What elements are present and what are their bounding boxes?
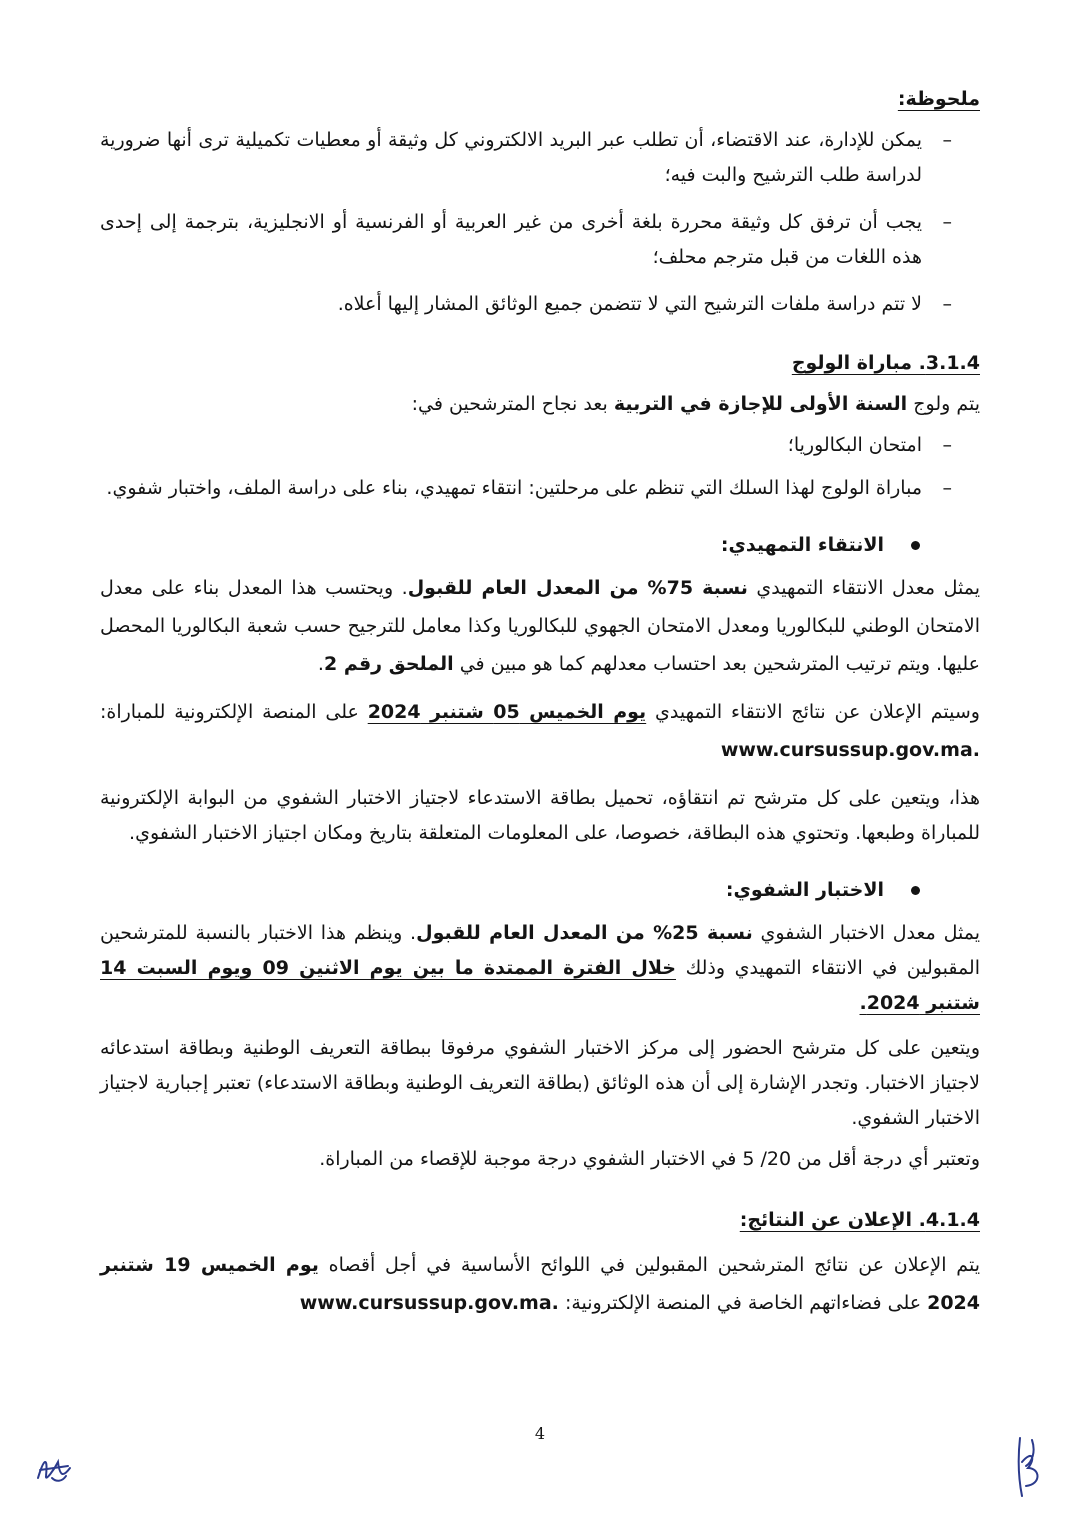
section-access-title: 3.1.4. مباراة الولوج <box>791 352 980 374</box>
note-item: – لا تتم دراسة ملفات الترشيح التي لا تتضمن جميع الوثائق المشار إليها أعلاه. <box>100 287 980 322</box>
access-item: – امتحان البكالوريا؛ <box>100 428 980 463</box>
text-bold: نسبة 75% من المعدل العام للقبول <box>407 577 748 599</box>
access-list <box>100 428 980 506</box>
text: وسيتم الإعلان عن نتائج الانتقاء التمهيدي <box>646 701 980 723</box>
oral-attendance <box>100 1031 980 1136</box>
access-item: – مباراة الولوج لهذا السلك التي تنظم على مرحلتين: انتقاء تمهيدي، بناء على دراسة الملف، واختبار شفوي. <box>100 471 980 506</box>
text: . <box>317 653 324 675</box>
period-bold: خلال الفترة الممتدة ما بين يوم الاثنين 09 ويوم السبت 14 شتنبر 2024. <box>100 957 980 1014</box>
page-number: 4 <box>534 1424 546 1443</box>
platform-link[interactable]: www.cursussup.gov.ma. <box>720 739 980 761</box>
intro-text: يتم ولوج <box>907 393 980 415</box>
intro-bold: السنة الأولى للإجازة في التربية <box>613 393 908 415</box>
bullet-icon <box>911 541 920 550</box>
text: على فضاءاتهم الخاصة في المنصة الإلكترونية: <box>558 1292 928 1314</box>
note-item: – يجب أن ترفق كل وثيقة محررة بلغة أخرى من غير العربية أو الفرنسية أو الانجليزية، بترجمة إلى إحدى هذه اللغات من قبل مترجم محلف؛ <box>100 205 980 275</box>
initials-signature-right <box>1006 1432 1054 1502</box>
date-bold: يوم الخميس 19 شتنبر 2024 <box>100 1254 980 1314</box>
preselection-paragraph <box>100 569 980 683</box>
text: هذا، ويتعين على كل مترشح تم انتقاؤه، تحميل بطاقة الاستدعاء لاجتياز الاختبار الشفوي من البوابة الإلكترونية للمباراة وطبعها. وتحتوي هذه البطاقة، خصوصا، على المعلومات المتعلقة بتاريخ ومكان اجتياز الاختبار الشفوي. <box>100 787 980 844</box>
section-access-intro <box>100 387 980 422</box>
text: . ويحتسب هذا المعدل بناء على معدل الامتحان الوطني للبكالوريا ومعدل الامتحان الجهوي للبكالوريا وكذا معامل للترجيح حسب شعبة البكالوريا المحصل عليها. ويتم ترتيب المترشحين بعد احتساب معدلهم كما هو مبين في <box>100 577 980 675</box>
text-bold: نسبة 25% من المعدل العام للقبول <box>416 922 753 944</box>
platform-link[interactable]: www.cursussup.gov.ma. <box>299 1292 559 1314</box>
initials-signature-left <box>30 1448 80 1488</box>
preselection-heading <box>100 528 980 563</box>
note-list <box>100 123 980 322</box>
annex-reference: الملحق رقم 2 <box>323 653 454 675</box>
document-page <box>100 82 980 1322</box>
results-title: 4.1.4. الإعلان عن النتائج: <box>739 1209 980 1231</box>
text: يتم الإعلان عن نتائج المترشحين المقبولين في اللوائح الأساسية في أجل أقصاه <box>318 1254 980 1276</box>
text: . وينظم هذا الاختبار بالنسبة للمترشحين المقبولين في الانتقاء التمهيدي وذلك <box>100 922 980 979</box>
preselection-convocation <box>100 781 980 851</box>
note-item: – يمكن للإدارة، عند الاقتضاء، أن تطلب عبر البريد الالكتروني كل وثيقة أو معطيات تكميلية ترى أنها ضرورية لدراسة طلب الترشيح والبت فيه؛ <box>100 123 980 193</box>
oral-heading <box>100 873 980 908</box>
text: وتعتبر أي درجة أقل من 20/ 5 في الاختبار الشفوي درجة موجبة للإقصاء من المباراة. <box>319 1148 980 1170</box>
text: يمثل معدل الانتقاء التمهيدي <box>747 577 980 599</box>
text: ويتعين على كل مترشح الحضور إلى مركز الاختبار الشفوي مرفوقا ببطاقة التعريف الوطنية وبطاقة استدعائه لاجتياز الاختبار. وتجدر الإشارة إلى أن هذه الوثائق (بطاقة التعريف الوطنية وبطاقة الاستدعاء) تعتبر إجبارية لاجتياز الاختبار الشفوي. <box>100 1037 980 1129</box>
oral-elimination <box>100 1142 980 1177</box>
results-paragraph <box>100 1246 980 1322</box>
note-title: ملحوظة: <box>897 88 980 110</box>
preselection-title: الانتقاء التمهيدي: <box>720 534 884 556</box>
text: على المنصة الإلكترونية للمباراة: <box>100 701 368 723</box>
oral-paragraph <box>100 916 980 1021</box>
intro-text-end: بعد نجاح المترشحين في: <box>411 393 614 415</box>
preselection-announcement <box>100 693 980 769</box>
oral-title: الاختبار الشفوي: <box>725 879 884 901</box>
bullet-icon <box>911 886 920 895</box>
text: يمثل معدل الاختبار الشفوي <box>752 922 981 944</box>
date-bold: يوم الخميس 05 شتنبر 2024 <box>367 701 647 723</box>
